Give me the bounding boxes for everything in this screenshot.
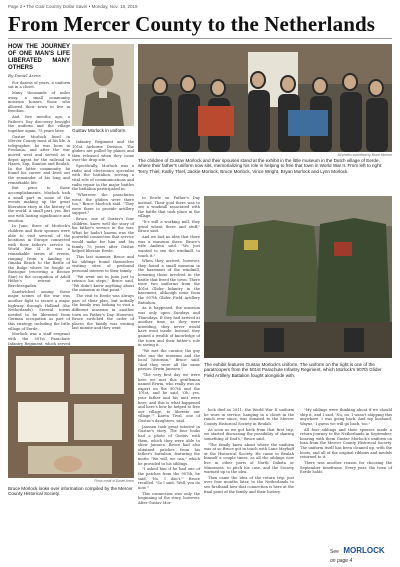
article-column-1: [8, 44, 70, 344]
paragraph: "We went out in June just to retrace his steps," Bruce said. "We didn't know anything about the museum at that point.": [72, 274, 134, 293]
paragraph: This connection was only the beginning of the story, however. After Gustav Mor-: [138, 491, 200, 505]
paragraph: "Wherever the parachutes went, the gliders were there too," Bruce Morlock said. "They were there to provide artillery support.": [72, 192, 134, 216]
group-photo: [138, 44, 392, 152]
paragraph: Bruce, one of Gustav's four children, knew well the story of his father's service in the war. What he hadn't known was the powerful connection that service would make for him and his family 75 years after Gustav helped liberate Eerde.: [72, 217, 134, 254]
paragraph: Specifically, Morlock was a radio and electronics specialist with the battalion, serving a vital role of communications and radio repair in the major battles the battalion participated in.: [72, 164, 134, 192]
paragraph: Morlock was a staff sergeant with the 501st Parachute Infantry Regiment, which served: [8, 332, 70, 346]
paragraph: This last summer, Bruce and his siblings found themselves visiting sites of profound personal interest to their family.: [72, 255, 134, 273]
portrait-photo: [72, 44, 134, 126]
article-byline: By Daniel Arens: [8, 73, 41, 78]
paragraph: "The family knew about where the uniform was at so Bruce got in touch with Lane Meyhoff at the Historical Society. He came to Beulah himself a couple times, as all the siblings now live in other parts of North Dakota or Minnesota, to pitch his case, and the Society warmed up to the idea.: [204, 442, 294, 475]
documents-caption: Bruce Morlock looks over information compiled by the Mercer County Historical Society.: [8, 486, 133, 497]
portrait-figure-icon: [72, 44, 134, 126]
paragraph: And, five months ago, a Father's Day discovery brought the uniform and the village together again, 75 years later.: [8, 115, 70, 133]
jump-target: on page 4: [330, 558, 353, 564]
group-people-icon: [138, 44, 392, 152]
paragraph: to Eerde on Father's Day instead. Their goal there was to see a windmill associated with the battle that took place in the village.: [138, 196, 200, 219]
documents-table-icon: [8, 346, 134, 478]
paragraph: In June, three of Morlock's children and their spouses were able to visit several of the locations in Europe connected with their father's service in World War II. It was a remarkable series of events, ranging from a landing at Omaha Beach to the Battle of the Bulge where he fought at Bastogne (receiving a Bronze Star) to the occupation of Adolf Hitler's retreat at Berchtesgaden.: [8, 224, 70, 289]
article-column-4b: [300, 408, 392, 538]
jump-prefix: See: [330, 549, 339, 555]
paragraph: When they arrived, however, they found a small museum in the basement of the windmill, honoring those involved in the battle that freed the town. There were two uniforms from the 401st Glider Infantry in the basement, although none from the 907th Glider Field Artillery Battalion.: [138, 259, 200, 305]
paragraph: For dozens of years, a uniform sat in a closet.: [8, 80, 70, 90]
headline: From Mercer County to the Netherlands: [8, 12, 376, 36]
jump-logo: MORLOCK: [343, 546, 385, 555]
group-photo-credit: All photos submitted by Bruce Morlock: [337, 153, 392, 157]
exhibit-photo: [204, 196, 392, 358]
paragraph: lock died in 2011, the World War II uniform he wore in service, hanging in a closet in the ranch ever since, was donated to the Mercer County Historical Society in Beulah.: [204, 408, 294, 426]
article-column-2: [72, 140, 134, 330]
paragraph: The visit to Eerde was always part of their plan, but initially the family was looking to visit a different museum in another town on Father's Day. However, Bruce switched the order of places the family was visiting last minute and they went: [72, 294, 134, 331]
paragraph: Janssen took great interest in Gustav's story. The four looks had a photo of Gustav with them, which they were able to show Janssen. Bruce had also obtained patches from his father's battalion, featuring the motto "We will, we can," which he provided to his siblings.: [138, 424, 200, 466]
paragraph: Sandwiched among these major scenes of the war was another fight to secure a major highway through Holland (the Netherlands). Several towns needed to be liberated from German occupation as part of this strategy, including the little village of Eerde.: [8, 289, 70, 331]
paragraph: "My siblings were thinking about if we should ship it, and I said, 'No, no, I wasn't shipping this anywhere. I was going back. And my husband, Wayne,' I guess we will go back, too.": [300, 408, 392, 426]
paragraph: Infantry Regiment and the 101st Airborne Division. The gliders are pulled by planes and then released when they come over the drop site.: [72, 140, 134, 163]
paragraph: Then came the idea of the return trip, just over four months later, to the Netherlands to see firsthand how that connection is here at the final point of the family and their history.: [204, 475, 294, 494]
documents-photo-credit: Photo credit of Daniel Arens: [94, 479, 134, 483]
group-caption: The children of Gustav Morlock and their spouses stand at the exhibit in the little museum in the Dutch village of Eerde, where their father's uniform now sits, memorializing his role in helping to free that town in World War II. From left to right: Terry Thiel, Kathy Thiel, Jackie Morlock, Bruce Morlock, Vince Wright, Bryan Morlock and Lynn Morlock.: [138, 158, 383, 174]
paragraph: "It's still a working mill, they grind wheat there and stuff," Bruce said.: [138, 220, 200, 234]
headline-rule: [8, 38, 392, 39]
article-column-3: [138, 196, 200, 506]
uniform-display-icon: [204, 196, 392, 358]
paragraph: There was another reason for choosing the September timeframe. Every year, the town of Eerde holds: [300, 460, 392, 475]
paragraph: Many thousands of miles away, a small community museum honors those who allowed their town to live in freedom.: [8, 90, 70, 114]
paragraph: As it happened, the museum was only open Sundays and Thursdays. If they had arrived at another time, as they were intending, they never would have went inside. Instead, they gained a wealth of knowledge of the town and their father's role in saving it.: [138, 306, 200, 348]
article-subhead: HOW THE JOURNEY OF ONE MAN'S LIFE LIBERATED MANY OTHERS: [8, 44, 70, 71]
paragraph: "I asked him if he had one of the patches from the 907th, he said, 'No, I don't,'" Bruce recalled. "So I said, 'Well, you do now.'": [138, 467, 200, 490]
paragraph: And we had no idea that there was a museum there. Bruce's wife Andrea said. "We just wanted to see the windmill, to touch it.": [138, 235, 200, 258]
page-header: Page 2 • The Coal Country Dollar Saver • Monday, Nov. 18, 2019: [8, 4, 138, 9]
documents-photo: [8, 346, 134, 478]
paragraph: But prior to those accomplishments, Morlock took a small part in some of the events making up the great liberation story in the history of the world. A small part, yes. But one with lasting significance and emotion.: [8, 186, 70, 223]
jump-line[interactable]: [330, 540, 392, 562]
paragraph: As soon as we got back from that first trip, we started discussing the possibility of sharing something of Dad's," Bruce said.: [204, 427, 294, 441]
paragraph: "The very first day we were here we met this gentleman named Erwin, who really was an expert on the 907th and the 101st, and he said, 'Oh, yes, your father and his unit were here, and this is what happened and here's how he helped to free our village, to liberate our village,'" Karen Tival, one of Gustav's daughters, said.: [138, 373, 200, 424]
paragraph: Gustav Morlock lived in Mercer County most of his life. A telegrapher, he was born in Fredonia, and after the war moved west and served as a depot agent for the railroad in Hazen, Zap, Stanton and Beulah. In the latter community, he found his career and lived out the remainder of his long and remarkable life.: [8, 134, 70, 185]
exhibit-caption: The exhibit features Gustav Morlock's uniform. The uniform on the right is one of the paratroopers from the 501st Parachute Infantry Regiment, which Morlock's 907th Glider Field Artillery Battalion fought alongside with.: [204, 362, 382, 378]
paragraph: All four siblings and their spouses made a return journey to the Netherlands in September, bearing with them Gustav Morlock's uniform on loan from the Mercer County Historical Society. The uniform itself has been cleaned up, with the boots, and all of the original ribbons and medals returned to it.: [300, 427, 392, 460]
paragraph: "We met the curator, the guy who ran the museum and the local historian," Bruce said. "And they were all the same person: Erwin Janssen.": [138, 348, 200, 372]
portrait-caption: Gustav Morlock in uniform.: [72, 128, 127, 133]
article-column-4a: [204, 408, 294, 558]
